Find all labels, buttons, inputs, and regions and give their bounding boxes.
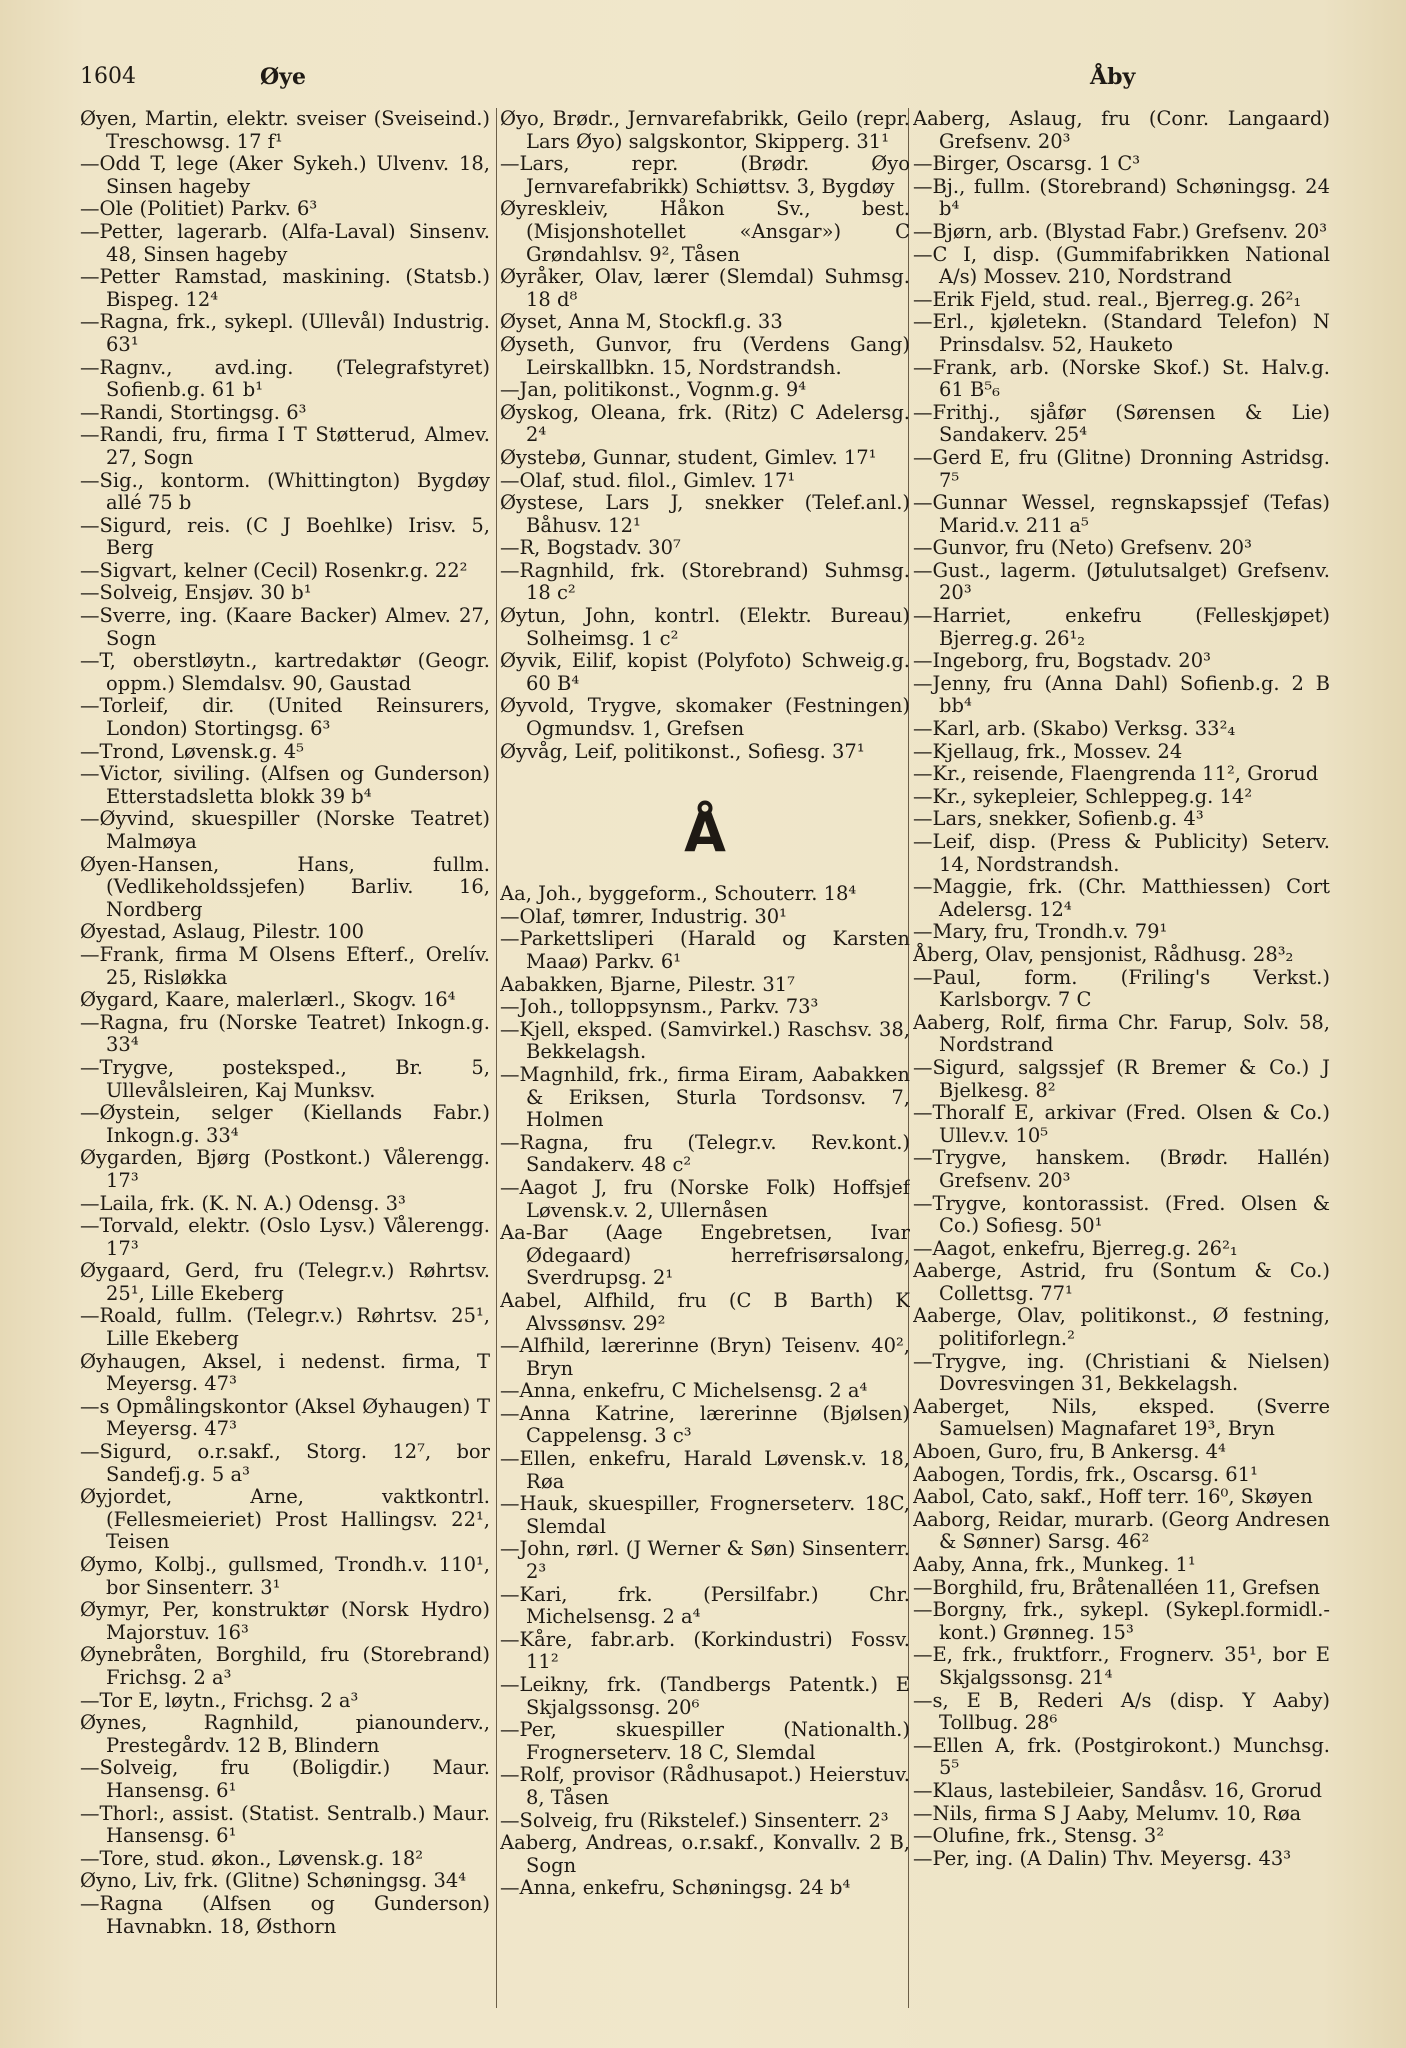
directory-entry: —Anna, enkefru, Schøningsg. 24 b⁴ [500,1876,851,1900]
directory-entry: Øyestad, Aslaug, Pilestr. 100 [80,920,365,944]
directory-entry: —Erik Fjeld, stud. real., Bjerreg.g. 26²₁ [913,287,1302,311]
directory-entry: —Ragnv., avd.ing. (Telegrafstyret) Sofienb.g. 61 b¹ [80,355,490,402]
directory-entry: Øytun, John, kontrl. (Elektr. Bureau) Solheimsg. 1 c² [500,604,910,650]
directory-entry: —Gust., lagerm. (Jøtulutsalget) Grefsenv. 20³ [913,558,1330,605]
directory-entry: —Trygve, ing. (Christiani & Nielsen) Dovresvingen 31, Bekkelagsh. [913,1349,1330,1396]
directory-entry: —Gunvor, fru (Neto) Grefsenv. 20³ [913,536,1252,560]
directory-entry: Øynes, Ragnhild, pianounderv., Prestegårdv. 12 B, Blindern [80,1711,490,1757]
directory-entry: —Trond, Løvensk.g. 4⁵ [80,739,304,763]
directory-entry: Øyen, Martin, elektr. sveiser (Sveiseind.) Treschowsg. 17 f¹ [80,108,490,153]
directory-entry: —Karl, arb. (Skabo) Verksg. 33²₄ [913,717,1236,741]
directory-entry: —Frithj., sjåfør (Sørensen & Lie) Sandakerv. 25⁴ [913,400,1330,447]
directory-entry: —Aagot J, fru (Norske Folk) Hoffsjef Løvensk.v. 2, Ullernåsen [500,1175,910,1222]
directory-entry: —s, E B, Rederi A/s (disp. Y Aaby) Tollbug. 28⁶ [913,1688,1330,1735]
directory-entry: —Kari, frk. (Persilfabr.) Chr. Michelsensg. 2 a⁴ [500,1582,910,1629]
directory-entry: —Torleif, dir. (United Reinsurers, London) Stortingsg. 6³ [80,694,490,741]
page-number: 1604 [80,64,136,89]
directory-entry: —Sigurd, reis. (C J Boehlke) Irisv. 5, Berg [80,513,490,560]
directory-entry: —Torvald, elektr. (Oslo Lysv.) Vålerengg. 17³ [80,1214,490,1260]
directory-entry: —Thorl:, assist. (Statist. Sentralb.) Maur. Hansensg. 6¹ [80,1801,490,1848]
directory-entry: Aboen, Guro, fru, B Ankersg. 4⁴ [913,1440,1226,1464]
directory-entry: —Ragna, frk., sykepl. (Ullevål) Industrig. 63¹ [80,310,490,356]
column-1 [80,108,490,2028]
directory-entry: —Per, skuespiller (Nationalth.) Frognerseterv. 18 C, Slemdal [500,1718,910,1764]
directory-entry: —Tore, stud. økon., Løvensk.g. 18² [80,1846,424,1870]
directory-entry: —Nils, firma S J Aaby, Melumv. 10, Røa [913,1801,1302,1825]
directory-entry: —Olaf, stud. filol., Gimlev. 17¹ [500,468,796,492]
directory-entry: —Roald, fullm. (Telegr.v.) Røhrtsv. 25¹, Lille Ekeberg [80,1304,490,1351]
directory-entry: Aa, Joh., byggeform., Schouterr. 18⁴ [500,882,857,906]
directory-entry: Aabakken, Bjarne, Pilestr. 31⁷ [500,972,795,996]
directory-entry: —Sigvart, kelner (Cecil) Rosenkr.g. 22² [80,558,468,582]
directory-entry: —Kjell, eksped. (Samvirkel.) Raschsv. 38, Bekkelagsh. [500,1017,910,1064]
directory-entry: Øymyr, Per, konstruktør (Norsk Hydro) Majorstuv. 16³ [80,1598,490,1644]
directory-entry: —s Opmålingskontor (Aksel Øyhaugen) T Meyersg. 47³ [80,1394,490,1441]
directory-entry: Aaberget, Nils, eksped. (Sverre Samuelsen) Magnafaret 19³, Bryn [913,1394,1330,1441]
column-3 [913,108,1330,2028]
directory-entry: —E, frk., fruktforr., Frognerv. 35¹, bor E Skjalgssonsg. 21⁴ [913,1643,1330,1689]
directory-entry: —Aagot, enkefru, Bjerreg.g. 26²₁ [913,1236,1238,1260]
directory-entry: —Randi, fru, firma I T Støtterud, Almev. 27, Sogn [80,423,490,469]
directory-entry: —Frank, firma M Olsens Efterf., Orelív. 25, Risløkka [80,942,490,989]
directory-entry: —Thoralf E, arkivar (Fred. Olsen & Co.) Ullev.v. 10⁵ [913,1101,1330,1147]
directory-entry: —Ingeborg, fru, Bogstadv. 20³ [913,649,1211,673]
directory-entry: —Borghild, fru, Bråtenalléen 11, Grefsen [913,1575,1320,1599]
directory-entry: —Anna Katrine, lærerinne (Bjølsen) Cappelensg. 3 c³ [500,1401,910,1448]
directory-entry: —Anna, enkefru, C Michelsensg. 2 a⁴ [500,1379,868,1403]
directory-entry: —Kjellaug, frk., Mossev. 24 [913,739,1183,763]
directory-entry: —Rolf, provisor (Rådhusapot.) Heierstuv. 8, Tåsen [500,1763,910,1809]
directory-entry: —Ragnhild, frk. (Storebrand) Suhmsg. 18 c² [500,558,910,605]
directory-entry: —Solveig, Ensjøv. 30 b¹ [80,581,312,605]
directory-entry: —Leikny, frk. (Tandbergs Patentk.) E Skjalgssonsg. 20⁶ [500,1673,910,1719]
directory-entry: —Harriet, enkefru (Felleskjøpet) Bjerreg.g. 26¹₂ [913,604,1330,650]
directory-entry: Øygaard, Gerd, fru (Telegr.v.) Røhrtsv. 25¹, Lille Ekeberg [80,1259,490,1305]
directory-entry: Øyset, Anna M, Stockfl.g. 33 [500,310,783,334]
directory-entry: —Sigurd, o.r.sakf., Storg. 12⁷, bor Sandefj.g. 5 a³ [80,1440,490,1486]
directory-entry: Øyen-Hansen, Hans, fullm. (Vedlikeholdssjefen) Barliv. 16, Nordberg [80,852,490,921]
directory-entry: —Erl., kjøletekn. (Standard Telefon) N Prinsdalsv. 52, Hauketo [913,310,1330,356]
directory-entry: —Laila, frk. (K. N. A.) Odensg. 3³ [80,1191,406,1215]
directory-entry: Øyhaugen, Aksel, i nedenst. firma, T Meyersg. 47³ [80,1349,490,1396]
directory-entry: —Sverre, ing. (Kaare Backer) Almev. 27, Sogn [80,604,490,650]
directory-entry: Aaborg, Reidar, murarb. (Georg Andresen & Sønner) Sarsg. 46² [913,1507,1330,1554]
directory-entry: —Trygve, posteksped., Br. 5, Ullevålsleiren, Kaj Munksv. [80,1055,490,1102]
directory-entry: —Ragna, fru (Telegr.v. Rev.kont.) Sandakerv. 48 c² [500,1130,910,1177]
directory-entry: Aa-Bar (Aage Engebretsen, Ivar Ødegaard) herrefrisørsalong, Sverdrupsg. 2¹ [500,1221,910,1290]
directory-entry: —Kr., reisende, Flaengrenda 11², Grorud [913,762,1319,786]
directory-entry: Aaberg, Andreas, o.r.sakf., Konvallv. 2 B, Sogn [500,1831,910,1877]
directory-entry: —Jenny, fru (Anna Dahl) Sofienb.g. 2 B bb⁴ [913,671,1330,718]
directory-entry: —Parkettsliperi (Harald og Karsten Maaø) Parkv. 6¹ [500,927,910,973]
directory-entry: —John, rørl. (J Werner & Søn) Sinsenterr. 2³ [500,1537,910,1584]
directory-entry: Aaberge, Olav, politikonst., Ø festning, politiforlegn.² [913,1304,1330,1351]
directory-entry: —T, oberstløytn., kartredaktør (Geogr. oppm.) Slemdalsv. 90, Gaustad [80,649,490,695]
directory-entry: —Solveig, fru (Boligdir.) Maur. Hansensg. 6¹ [80,1756,490,1802]
directory-entry: —Ellen, enkefru, Harald Løvensk.v. 18, Røa [500,1447,910,1493]
directory-entry: —Hauk, skuespiller, Frognerseterv. 18C, Slemdal [500,1492,910,1538]
directory-entry: —Petter Ramstad, maskining. (Statsb.) Bispeg. 12⁴ [80,265,490,311]
directory-entry: —Bj., fullm. (Storebrand) Schøningsg. 24 b⁴ [913,174,1330,221]
directory-entry: Aaberg, Rolf, firma Chr. Farup, Solv. 58, Nordstrand [913,1010,1330,1057]
directory-entry: Øygarden, Bjørg (Postkont.) Vålerengg. 17³ [80,1146,490,1192]
directory-entry: —Ragna, fru (Norske Teatret) Inkogn.g. 33⁴ [80,1010,490,1057]
directory-entry: —Olufine, frk., Stensg. 3² [913,1824,1165,1848]
directory-entry: Øyvold, Trygve, skomaker (Festningen) Ogmundsv. 1, Grefsen [500,694,910,741]
directory-entry: Øyskog, Oleana, frk. (Ritz) C Adelersg. 2⁴ [500,400,910,447]
directory-entry: Aabel, Alfhild, fru (C B Barth) K Alvssønsv. 29² [500,1288,910,1335]
directory-entry: —Joh., tolloppsynsm., Parkv. 73³ [500,995,819,1019]
page-header [80,64,1330,100]
directory-entry: Øyseth, Gunvor, fru (Verdens Gang) Leirskallbkn. 15, Nordstrandsh. [500,332,910,379]
directory-entry: —Kåre, fabr.arb. (Korkindustri) Fossv. 11² [500,1627,910,1674]
directory-entry: —Odd T, lege (Aker Sykeh.) Ulvenv. 18, Sinsen hageby [80,152,490,198]
directory-entry: —Birger, Oscarsg. 1 C³ [913,152,1141,176]
directory-entry: —Bjørn, arb. (Blystad Fabr.) Grefsenv. 20³ [913,219,1328,243]
directory-entry: —Øystein, selger (Kiellands Fabr.) Inkogn.g. 33⁴ [80,1101,490,1147]
directory-entry: —Solveig, fru (Rikstelef.) Sinsenterr. 2³ [500,1808,889,1832]
directory-entry: Øyvåg, Leif, politikonst., Sofiesg. 37¹ [500,739,865,763]
directory-entry: Øyreskleiv, Håkon Sv., best. (Misjonshotellet «Ansgar») C Grøndahlsv. 9², Tåsen [500,197,910,266]
directory-entry: Øymo, Kolbj., gullsmed, Trondh.v. 110¹, bor Sinsenterr. 3¹ [80,1553,490,1599]
running-head-left: Øye [260,64,306,90]
directory-entry: —R, Bogstadv. 30⁷ [500,536,681,560]
directory-entry: Øyråker, Olav, lærer (Slemdal) Suhmsg. 18 d⁸ [500,265,910,311]
directory-entry: Øyo, Brødr., Jernvarefabrikk, Geilo (repr. Lars Øyo) salgskontor, Skipperg. 31¹ [500,108,910,153]
directory-entry: —Lars, snekker, Sofienb.g. 4³ [913,807,1204,831]
directory-entry: —Maggie, frk. (Chr. Matthiessen) Cort Adelersg. 12⁴ [913,875,1330,921]
directory-entry: Øyno, Liv, frk. (Glitne) Schøningsg. 34⁴ [80,1869,467,1893]
directory-entry: —Klaus, lastebileier, Sandåsv. 16, Grorud [913,1778,1322,1802]
directory-entry: —Paul, form. (Friling's Verkst.) Karlsborgv. 7 C [913,965,1330,1012]
directory-entry: —C I, disp. (Gummifabrikken National A/s) Mossev. 210, Nordstrand [913,242,1330,289]
directory-entry: Øyvik, Eilif, kopist (Polyfoto) Schweig.g. 60 B⁴ [500,649,910,695]
directory-entry: Aaberg, Aslaug, fru (Conr. Langaard) Grefsenv. 20³ [913,108,1330,153]
directory-entry: Aabol, Cato, sakf., Hoff terr. 16⁰, Skøyen [913,1485,1313,1509]
directory-entry: —Per, ing. (A Dalin) Thv. Meyersg. 43³ [913,1846,1292,1870]
directory-entry: —Randi, Stortingsg. 6³ [80,400,307,424]
directory-entry: —Mary, fru, Trondh.v. 79¹ [913,920,1168,944]
directory-entry: —Tor E, løytn., Frichsg. 2 a³ [80,1688,359,1712]
directory-entry: —Gunnar Wessel, regnskapssjef (Tefas) Marid.v. 211 a⁵ [913,491,1330,537]
directory-entry: —Magnhild, frk., firma Eiram, Aabakken & Eriksen, Sturla Tordsonsv. 7, Holmen [500,1062,910,1132]
directory-entry: Aabogen, Tordis, frk., Oscarsg. 61¹ [913,1462,1258,1486]
directory-entry: Øyjordet, Arne, vaktkontrl. (Fellesmeieriet) Prost Hallingsv. 22¹, Teisen [80,1485,490,1554]
directory-entry: —Olaf, tømrer, Industrig. 30¹ [500,904,787,928]
directory-entry: —Petter, lagerarb. (Alfa-Laval) Sinsenv. 48, Sinsen hageby [80,219,490,266]
directory-entry: —Sig., kontorm. (Whittington) Bygdøy allé 75 b [80,468,490,515]
directory-entry: —Gerd E, fru (Glitne) Dronning Astridsg. 7⁵ [913,445,1330,492]
directory-entry: —Ole (Politiet) Parkv. 6³ [80,197,318,221]
directory-entry: —Øyvind, skuespiller (Norske Teatret) Malmøya [80,807,490,853]
directory-entry: —Ragna (Alfsen og Gunderson) Havnabkn. 18, Østhorn [80,1891,490,1938]
directory-entry: —Ellen A, frk. (Postgirokont.) Munchsg. 5⁵ [913,1733,1330,1780]
directory-entry: —Jan, politikonst., Vognm.g. 9⁴ [500,378,807,402]
directory-entry: —Trygve, kontorassist. (Fred. Olsen & Co.) Sofiesg. 50¹ [913,1191,1330,1238]
column-2-bottom [500,883,910,1900]
directory-entry: —Sigurd, salgssjef (R Bremer & Co.) J Bjelkesg. 8² [913,1055,1330,1102]
directory-entry: —Borgny, frk., sykepl. (Sykepl.formidl.-kont.) Grønneg. 15³ [913,1598,1330,1644]
directory-entry: Øystese, Lars J, snekker (Telef.anl.) Båhusv. 12¹ [500,491,910,537]
directory-entry: —Trygve, hanskem. (Brødr. Hallén) Grefsenv. 20³ [913,1146,1330,1192]
directory-entry: —Alfhild, lærerinne (Bryn) Teisenv. 40², Bryn [500,1334,910,1380]
column-2-top [500,108,910,763]
directory-entry: —Frank, arb. (Norske Skof.) St. Halv.g. 61 B⁵₆ [913,355,1330,402]
directory-entry: Åberg, Olav, pensjonist, Rådhusg. 28³₂ [913,942,1294,966]
directory-entry: —Leif, disp. (Press & Publicity) Seterv. 14, Nordstrandsh. [913,830,1330,876]
directory-entry: —Victor, siviling. (Alfsen og Gunderson) Etterstadsletta blokk 39 b⁴ [80,762,490,808]
running-head-right: Åby [1090,64,1136,90]
directory-entry: —Lars, repr. (Brødr. Øyo Jernvarefabrikk) Schiøttsv. 3, Bygdøy [500,152,910,198]
directory-columns [80,108,1330,2028]
directory-entry: Øystebø, Gunnar, student, Gimlev. 17¹ [500,445,877,469]
directory-entry: Øygard, Kaare, malerlærl., Skogv. 16⁴ [80,988,456,1012]
directory-entry: Øynebråten, Borghild, fru (Storebrand) Frichsg. 2 a³ [80,1643,490,1689]
section-letter: Å [684,801,726,865]
directory-entry: Aaberge, Astrid, fru (Sontum & Co.) Collettsg. 77¹ [913,1259,1330,1305]
directory-entry: Aaby, Anna, frk., Munkeg. 1¹ [913,1553,1196,1576]
column-2 [500,108,910,2028]
directory-entry: —Kr., sykepleier, Schleppeg.g. 14² [913,784,1253,808]
